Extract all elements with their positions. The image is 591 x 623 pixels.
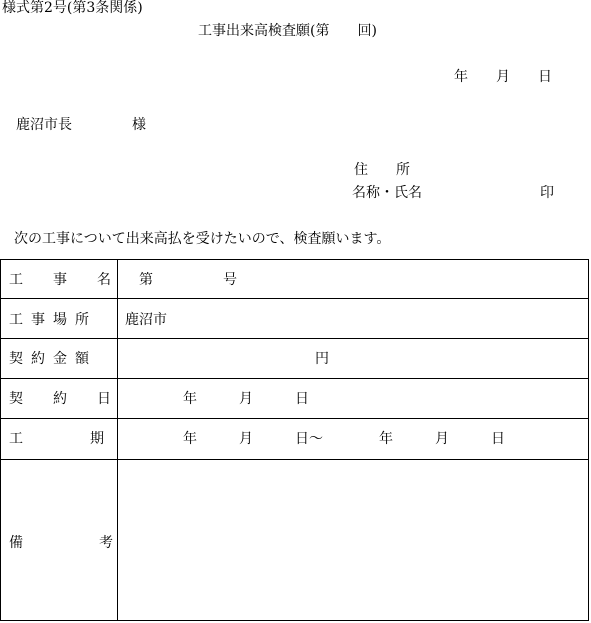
table-row-construction-site bbox=[1, 299, 588, 339]
name-label: 名称・氏名 bbox=[352, 185, 422, 201]
form-title: 工事出来高検査願(第 回) bbox=[198, 23, 377, 39]
form-number: 様式第2号(第3条関係) bbox=[2, 0, 143, 16]
table-row-contract-amount bbox=[1, 339, 588, 379]
table-row-construction-period bbox=[1, 419, 588, 460]
table-row-construction-name bbox=[1, 260, 588, 299]
row-value: 円 bbox=[315, 351, 329, 367]
addressee: 鹿沼市長 bbox=[16, 117, 72, 133]
row-label: 契約金額 bbox=[9, 351, 97, 367]
intro-text: 次の工事について出来高払を受けたいので、検査願います。 bbox=[14, 231, 391, 247]
row-label: 契 約 日 bbox=[9, 391, 119, 407]
row-value: 年 月 日〜 年 月 日 bbox=[183, 431, 505, 447]
row-label: 備 考 bbox=[9, 535, 129, 551]
application-table bbox=[0, 259, 589, 621]
row-label: 工 事 名 bbox=[9, 272, 119, 288]
seal-mark: 印 bbox=[540, 185, 554, 201]
row-value: 第 号 bbox=[139, 272, 237, 288]
address-label: 住 所 bbox=[354, 162, 410, 178]
row-value: 年 月 日 bbox=[183, 391, 309, 407]
row-label: 工事場所 bbox=[9, 312, 97, 328]
table-row-contract-date bbox=[1, 379, 588, 419]
date-line: 年 月 日 bbox=[454, 69, 552, 85]
table-row-remarks bbox=[1, 460, 588, 620]
row-value: 鹿沼市 bbox=[125, 312, 167, 328]
row-label: 工 期 bbox=[9, 431, 117, 447]
honorific: 様 bbox=[132, 117, 146, 133]
